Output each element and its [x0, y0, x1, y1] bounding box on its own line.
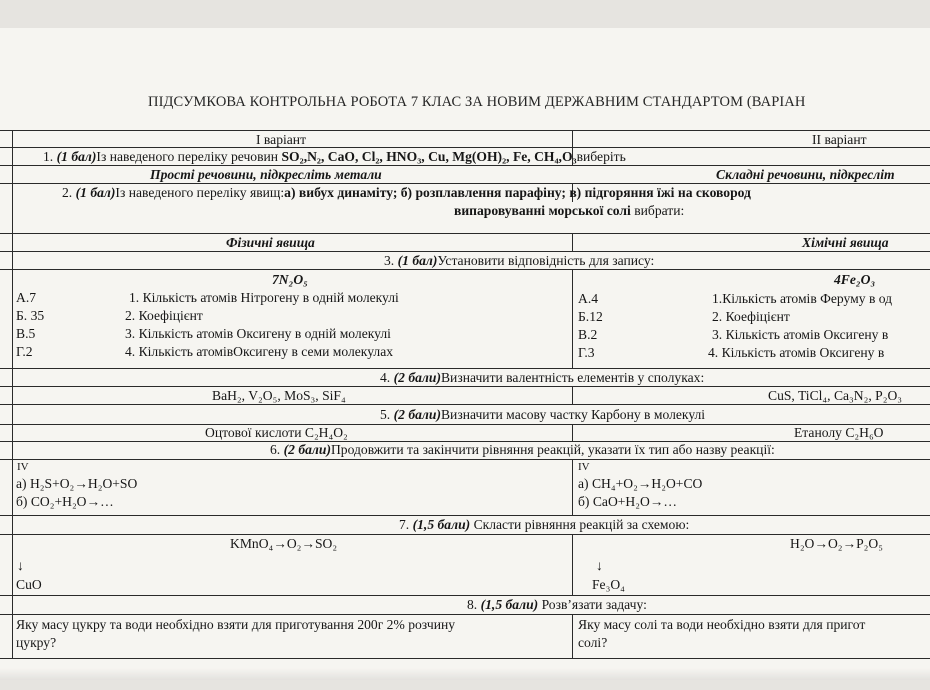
answer-letter: В.5 — [16, 326, 36, 341]
question-points: (1 бал) — [75, 185, 116, 200]
molecule-variant-2: Етанолу C₂H₆O — [794, 425, 884, 440]
question-6 — [270, 442, 775, 458]
question-points: (1 бал) — [397, 253, 438, 268]
question-points: (2 бали) — [393, 407, 441, 422]
option-item: 3. Кількість атомів Оксигену в — [712, 327, 889, 342]
problem-variant-2-line-2: солі? — [578, 635, 608, 650]
question-4 — [380, 370, 704, 386]
question-7 — [399, 517, 689, 533]
reaction-b-variant-1: б) CO₂+H₂O→… — [16, 494, 114, 509]
substances-list: SO₂,N₂, CaO, Cl₂, HNO₃, Cu, Mg(OH)₂, Fe, CH₄, — [281, 149, 562, 164]
question-number: 5. — [380, 407, 391, 422]
question-text: Визначити валентність елементів у сполуках: — [440, 370, 705, 385]
answer-letter: Б.12 — [578, 309, 603, 324]
down-arrow-icon: ↓ — [596, 558, 603, 573]
variant-2-heading: ІІ варіант — [812, 132, 867, 147]
question-number: 3. — [384, 253, 395, 268]
option-item: 4. Кількість атомівОксигену в семи молекулах — [125, 344, 394, 359]
question-number: 8. — [467, 597, 478, 612]
task-chemical-phenomena: Хімічні явища — [802, 235, 889, 250]
scheme-variant-1: KMnO₄→O₂→SO₂ — [230, 536, 338, 551]
compounds-variant-1: BaH₂, V₂O₅, MoS₃, SiF₄ — [212, 388, 346, 403]
reaction-a-variant-1: а) H₂S+O₂→H₂O+SO — [16, 476, 138, 491]
question-text: Визначити масову частку Карбону в молекулі — [440, 407, 706, 422]
question-text: Установити відповідність для запису: — [437, 253, 655, 268]
row-divider — [0, 233, 930, 234]
question-text-end: вибрати: — [630, 203, 685, 218]
question-2-line-2 — [454, 203, 684, 219]
question-points: (1,5 бали) — [480, 597, 539, 612]
question-text: Розв’язати задачу: — [538, 597, 647, 612]
task-complex-substances: Складні речовини, підкресліт — [716, 167, 895, 182]
document-title: ПІДСУМКОВА КОНТРОЛЬНА РОБОТА 7 КЛАС ЗА НОВИМ ДЕРЖАВНИМ СТАНДАРТОМ (ВАРІАН — [148, 94, 806, 110]
scheme-variant-2: H₂O→O₂→P₂O₅ — [790, 536, 883, 551]
valence-mark: IV — [17, 461, 29, 473]
question-text: Продовжити та закінчити рівняння реакцій, указати їх тип або назву реакції: — [330, 442, 775, 457]
problem-variant-1-line-2: цукру? — [16, 635, 57, 650]
compounds-variant-2: CuS, TiCl₄, Ca₃N₂, P₂O₃ — [768, 388, 903, 403]
answer-letter: Б. 35 — [16, 308, 45, 323]
reaction-b-variant-2: б) CaO+H₂O→… — [578, 494, 677, 509]
option-item: 2. Коефіцієнт — [125, 308, 203, 323]
task-physical-phenomena: Фізичні явища — [226, 235, 315, 250]
question-number: 1. — [43, 149, 54, 164]
column-divider — [572, 459, 573, 516]
task-simple-substances: Прості речовини, підкресліть метали — [150, 167, 382, 182]
row-divider — [0, 595, 930, 596]
row-divider — [0, 424, 930, 425]
question-points: (2 бали) — [283, 442, 331, 457]
reaction-a-variant-2: а) CH₄+O₂→H₂O+CO — [578, 476, 703, 491]
document-page — [0, 28, 930, 680]
question-points: (1 бал) — [56, 149, 97, 164]
row-divider — [0, 614, 930, 615]
column-divider — [572, 269, 573, 369]
answer-letter: А.7 — [16, 290, 37, 305]
question-text: Скласти рівняння реакцій за схемою: — [470, 517, 690, 532]
column-divider — [572, 424, 573, 442]
option-item: 2. Коефіцієнт — [712, 309, 790, 324]
table-left-border — [12, 130, 13, 659]
question-2 — [62, 185, 751, 201]
option-item: 3. Кількість атомів Оксигену в одній молекулі — [125, 326, 391, 341]
answer-letter: Г.2 — [16, 344, 33, 359]
down-arrow-icon: ↓ — [17, 558, 24, 573]
molecule-variant-1: Оцтової кислоти C₂H₄O₂ — [205, 425, 348, 440]
question-number: 4. — [380, 370, 391, 385]
question-3 — [384, 253, 654, 269]
answer-letter: А.4 — [578, 291, 599, 306]
table-top-border — [0, 130, 930, 131]
question-text: Із наведеного переліку речовин — [96, 149, 282, 164]
question-1 — [43, 149, 626, 165]
column-divider — [572, 233, 573, 252]
formula-variant-1: 7N₂O₅ — [272, 272, 308, 287]
problem-variant-2-line-1: Яку масу солі та води необхідно взяти для пригот — [578, 617, 866, 632]
ozone-formula: O₃ — [561, 149, 577, 164]
question-points: (2 бали) — [393, 370, 441, 385]
question-text: Із наведеного переліку явищ: — [115, 185, 285, 200]
phenomena-list: а) вибух динаміту; б) розплавлення парафіну; в) підгоряння їжі на сковород — [284, 185, 751, 200]
column-divider — [572, 534, 573, 596]
question-number: 6. — [270, 442, 281, 457]
answer-letter: Г.3 — [578, 345, 595, 360]
phenomena-list-end: випаровуванні морської солі — [454, 203, 631, 218]
option-item: 1.Кількість атомів Феруму в од — [712, 291, 893, 306]
column-divider — [572, 614, 573, 659]
question-5 — [380, 407, 705, 423]
column-divider — [572, 386, 573, 405]
question-text-end: виберіть — [576, 149, 626, 164]
answer-letter: В.2 — [578, 327, 598, 342]
option-item: 4. Кількість атомів Оксигену в — [708, 345, 885, 360]
scheme-bottom-variant-1: CuO — [16, 577, 42, 592]
question-number: 7. — [399, 517, 410, 532]
formula-variant-2: 4Fe₂O₃ — [834, 272, 876, 287]
problem-variant-1-line-1: Яку масу цукру та води необхідно взяти для приготування 200г 2% розчину — [16, 617, 456, 632]
question-points: (1,5 бали) — [412, 517, 471, 532]
scheme-bottom-variant-2: Fe₃O₄ — [592, 577, 625, 592]
row-divider — [0, 459, 930, 460]
valence-mark: IV — [578, 461, 590, 473]
variant-1-heading: І варіант — [256, 132, 307, 147]
question-8 — [467, 597, 647, 613]
question-number: 2. — [62, 185, 73, 200]
option-item: 1. Кількість атомів Нітрогену в одній молекулі — [129, 290, 399, 305]
row-divider — [0, 404, 930, 405]
table-bottom-border — [0, 658, 930, 659]
page-shadow — [0, 668, 930, 680]
row-divider — [0, 269, 930, 270]
